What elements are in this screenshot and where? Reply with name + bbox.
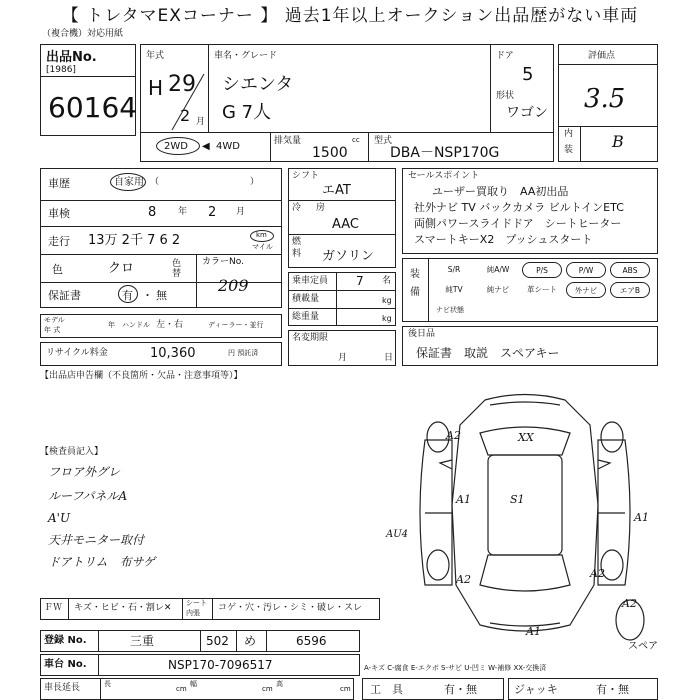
year-divider-slash (140, 44, 210, 132)
ac-label-2: 房 (316, 203, 326, 213)
extend-width: 幅 (190, 680, 197, 688)
exhibitor-notes-label: 【出品店申告欄（不良箇所・欠品・注意事項等）】 (40, 371, 243, 381)
extend-label: 車長延長 (44, 683, 81, 693)
load-unit: kg (382, 296, 392, 305)
interior-label-1: 内 (564, 129, 574, 139)
sales-point-line: 社外ナビ TV バックカメラ ビルトインETC (414, 201, 624, 214)
drive-2wd: 2WD (164, 141, 188, 152)
damage-mark: A2 (622, 597, 637, 610)
sales-point-line: スマートキーX2 プッシュスタート (414, 233, 593, 246)
color-label: 色 (52, 263, 63, 276)
fuel-label-2: 料 (292, 249, 302, 259)
interior-score: B (612, 132, 624, 151)
reg-expiry-month: 月 (338, 353, 348, 363)
mileage-unit-km: km (256, 231, 267, 239)
chassis-label: 車台 No. (44, 659, 87, 670)
repair-legend: A-キズ C-腐食 E-エクボ S-サビ U-凹ミ W-補修 XX-交換済 (364, 664, 547, 672)
score-value: 3.5 (584, 84, 626, 114)
color-change-1: 色 (172, 259, 182, 269)
capacity-value: 7 (356, 274, 364, 288)
inspector-note: A'U (48, 511, 71, 525)
damage-mark: A2 (590, 567, 605, 580)
shift-value: エAT (322, 183, 351, 198)
sales-point-line: 両側パワースライドドア シートヒーター (414, 217, 622, 230)
damage-mark: S1 (510, 493, 525, 506)
jack-value: 有・無 (596, 683, 629, 696)
handle-options: 左・右 (156, 320, 184, 330)
shape-value: ワゴン (506, 105, 548, 121)
lot-small-number: [1986] (46, 65, 76, 75)
damage-mark: A2 (456, 573, 471, 586)
extend-height: 高 (276, 680, 283, 688)
model-label: 車名・グレード (214, 51, 278, 61)
equipment-item: 純A/W (486, 265, 510, 274)
drive-arrow: ◀ (202, 141, 210, 152)
equipment-item: 外ナビ (566, 282, 606, 298)
model-year-label-1: モデル (44, 316, 65, 324)
dealer-options: ディーラー・並行 (208, 321, 264, 329)
fw-label: ＦＷ (44, 603, 63, 613)
color-value: クロ (108, 261, 135, 276)
extend-row (40, 678, 354, 700)
capacity-unit: 名 (382, 276, 392, 286)
handle-label: ハンドル (122, 321, 150, 329)
recycle-label: リサイクル料金 (46, 348, 108, 358)
registration-label: 登録 No. (44, 635, 87, 646)
type-label: 型式 (374, 136, 393, 146)
seat-label-2: 内張 (186, 609, 200, 617)
fw-items: キズ・ヒビ・石・割レ✕ (74, 603, 172, 613)
damage-mark: A1 (634, 511, 649, 524)
tools-value: 有・無 (444, 683, 477, 696)
after-sale-value: 保証書 取説 スペアキー (416, 346, 560, 360)
inspection-year: 8 (148, 205, 157, 220)
inspector-note: ドアトリム 布サゲ (48, 555, 156, 569)
sales-points-label: セールスポイント (408, 171, 480, 181)
inspector-note: フロア外グレ (48, 465, 121, 479)
model-year-label-2: 年 式 (44, 326, 61, 334)
load-label: 積載量 (292, 294, 320, 304)
seat-label-1: シート (186, 599, 207, 607)
year-month-unit: 月 (196, 117, 206, 127)
equipment-item: P/S (522, 262, 562, 278)
registration-num2: 6596 (296, 634, 327, 648)
lot-number: 60164 (48, 91, 138, 124)
inspector-label: 【検査員記入】 (40, 447, 104, 457)
inspection-label: 車検 (48, 207, 70, 220)
year-label: 年式 (146, 51, 165, 61)
gross-label: 総重量 (292, 312, 320, 322)
recycle-value: 10,360 (150, 346, 196, 361)
equipment-item: 純TV (445, 285, 463, 294)
tools-label: 工 具 (370, 683, 403, 696)
model-grade: G 7人 (222, 102, 272, 123)
history-paren-close: ） (250, 177, 260, 187)
extend-length: 長 (104, 680, 111, 688)
spare-label: スペア (628, 641, 658, 652)
reg-expiry-label: 名変期限 (292, 333, 329, 343)
equipment-item: エアB (610, 282, 650, 298)
sales-point-line: ユーザー買取り AA初出品 (432, 185, 569, 198)
warranty-no: 無 (156, 289, 167, 302)
ac-value: AAC (332, 217, 359, 232)
history-label: 車歴 (48, 177, 70, 190)
displacement-value: 1500 (312, 145, 348, 161)
inspection-month: 2 (208, 205, 217, 220)
history-paren-open: （ (150, 177, 160, 187)
extend-cm-2: cm (262, 685, 273, 693)
seat-items: コゲ・穴・汚レ・シミ・破レ・スレ (218, 603, 363, 613)
mileage-unit-mile: マイル (252, 243, 273, 251)
warranty-sep: ・ (142, 289, 153, 302)
capacity-label: 乗車定員 (292, 276, 329, 286)
equipment-item: 純ナビ (486, 285, 510, 294)
equipment-item: ABS (610, 262, 650, 278)
history-value: 自家用 (114, 177, 144, 188)
equipment-label-1: 装 (410, 269, 420, 280)
type-value: DBA－NSP170G (390, 145, 500, 161)
warranty-label: 保証書 (48, 289, 81, 302)
inspector-note: ルーフパネルA (48, 489, 128, 503)
equipment-item: P/W (566, 262, 606, 278)
damage-mark: A1 (526, 625, 541, 638)
inspection-year-unit: 年 (178, 207, 188, 217)
damage-mark: A2 (446, 429, 461, 442)
model-year-unit: 年 (108, 321, 115, 329)
mileage-label: 走行 (48, 235, 70, 248)
lot-label: 出品No. (46, 50, 97, 65)
registration-kana: め (244, 634, 257, 648)
displacement-label: 排気量 (274, 136, 302, 146)
fuel-value: ガソリン (322, 249, 375, 264)
color-change-2: 替 (172, 269, 182, 279)
gross-unit: kg (382, 314, 392, 323)
inspection-month-unit: 月 (236, 207, 246, 217)
after-sale-label: 後日品 (408, 329, 436, 339)
damage-mark: XX (518, 431, 534, 444)
interior-label-2: 装 (564, 145, 574, 155)
ac-label-1: 冷 (292, 203, 302, 213)
reg-expiry-day: 日 (384, 353, 394, 363)
year-era: H (148, 76, 164, 100)
extend-cm-3: cm (340, 685, 351, 693)
nav-status-label: ナビ状態 (436, 306, 464, 314)
form-subtitle: （複合機）対応用紙 (42, 29, 124, 39)
doors-label: ドア (496, 51, 514, 61)
mileage-digits: 13万 2千 7 6 2 (88, 233, 181, 248)
jack-label: ジャッキ (514, 683, 558, 696)
displacement-unit: cc (352, 136, 360, 144)
inspector-note: 天井モニター取付 (48, 533, 145, 547)
damage-mark: A1 (456, 493, 471, 506)
model-name: シエンタ (222, 74, 294, 95)
year-value: 29 (168, 72, 196, 97)
recycle-unit: 円 預託済 (228, 349, 259, 357)
registration-pref: 三重 (130, 634, 155, 648)
year-month: 2 (180, 106, 191, 125)
equipment-item: S/R (447, 265, 461, 274)
page-banner: 【 トレタマEXコーナー 】 過去1年以上オークション出品歴がない車両 (0, 0, 700, 32)
shift-label: シフト (292, 171, 320, 181)
doors-value: 5 (522, 64, 534, 85)
shape-label: 形状 (496, 91, 515, 101)
color-no-value: 209 (218, 276, 249, 295)
extend-cm-1: cm (176, 685, 187, 693)
fuel-label-1: 燃 (292, 237, 302, 247)
equipment-label-2: 備 (410, 287, 420, 298)
equipment-item: 革シート (527, 285, 557, 294)
damage-mark: AU4 (386, 529, 409, 540)
score-label: 評価点 (588, 51, 616, 61)
color-no-label: カラーNo. (202, 257, 244, 267)
drive-4wd: 4WD (216, 141, 240, 152)
chassis-value: NSP170-7096517 (168, 658, 273, 672)
registration-num1: 502 (206, 634, 229, 648)
warranty-yes: 有 (122, 289, 133, 302)
